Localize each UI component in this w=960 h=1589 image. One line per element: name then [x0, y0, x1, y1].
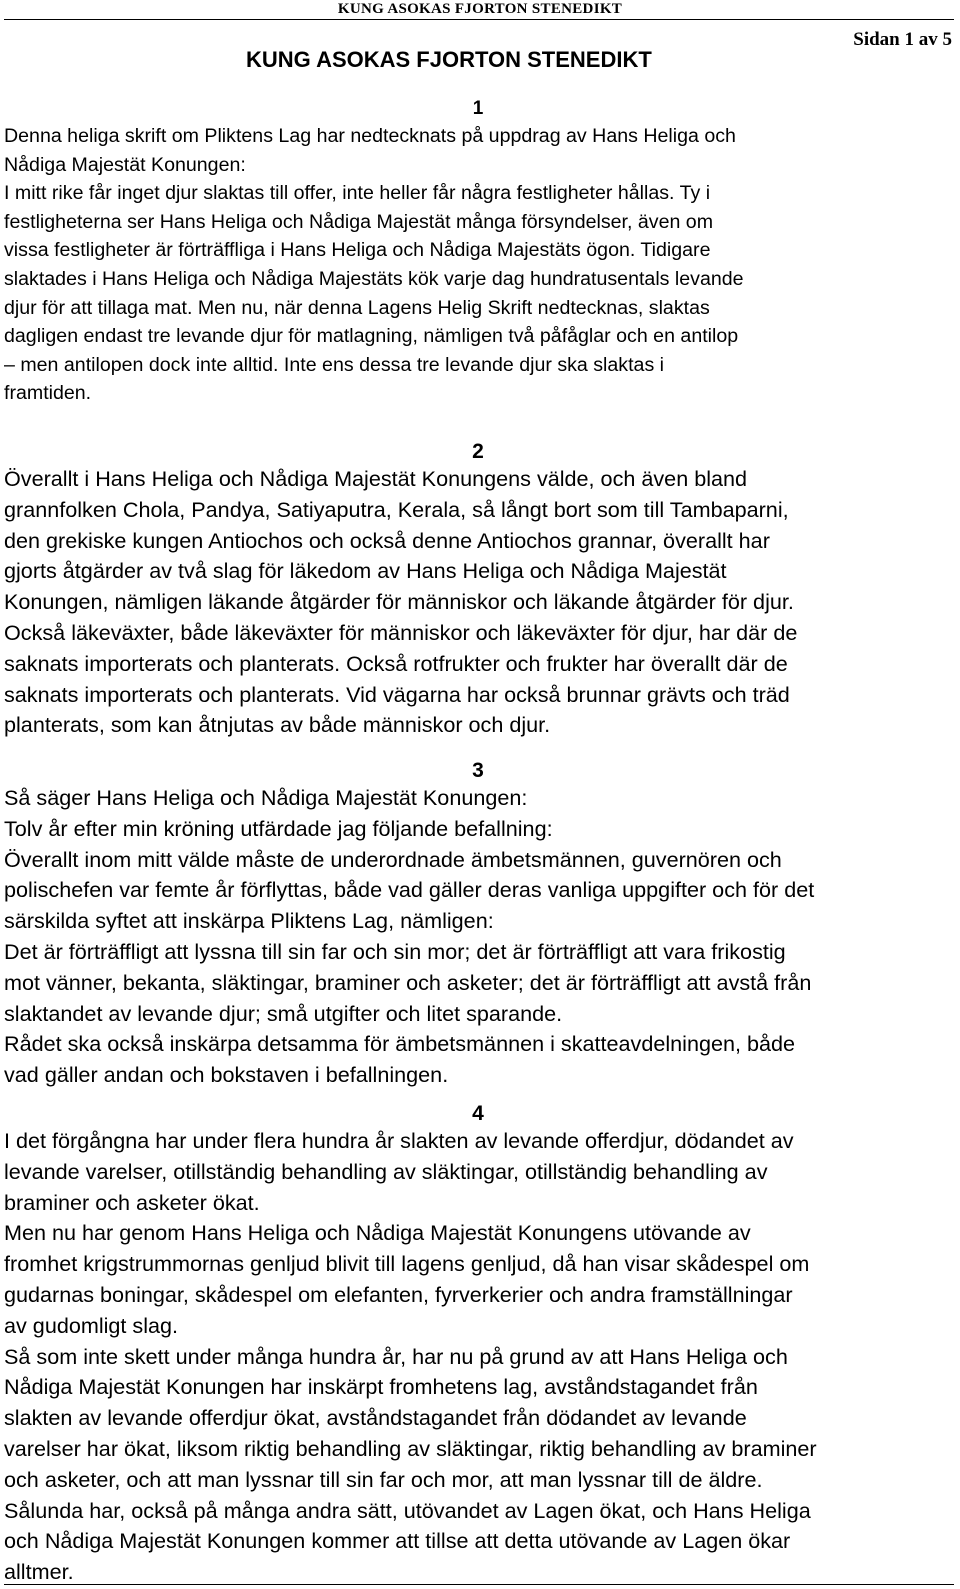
- text-line: varelser har ökat, liksom riktig behandling av släktingar, riktig behandling av braminer: [4, 1435, 817, 1461]
- text-line: av gudomligt slag.: [4, 1312, 179, 1338]
- text-line: framtiden.: [4, 382, 92, 405]
- section-3: [4, 759, 952, 1091]
- text-line: djur för att tillaga mat. Men nu, när denna Lagens Helig Skrift nedtecknas, slaktas: [4, 296, 710, 319]
- text-line: Nådiga Majestät Konungen:: [4, 153, 246, 176]
- page-indicator: Sidan 1 av 5: [853, 29, 952, 50]
- text-line: och Nådiga Majestät Konungen kommer att tillse att detta utövande av Lagen ökar: [4, 1528, 791, 1554]
- section-body: [4, 464, 952, 741]
- text-line: festligheterna ser Hans Heliga och Nådiga Majestät många försyndelser, även om: [4, 210, 714, 233]
- section-1: [4, 96, 952, 408]
- text-line: slakten av levande offerdjur ökat, avståndstagandet från dödandet av levande: [4, 1405, 747, 1431]
- text-line: Tolv år efter min kröning utfärdade jag följande befallning:: [4, 815, 553, 841]
- text-line: slaktades i Hans Heliga och Nådiga Majestäts kök varje dag hundratusentals levande: [4, 267, 744, 290]
- footer-rule: [4, 1584, 954, 1585]
- section-4: [4, 1102, 952, 1588]
- text-line: gudarnas boningar, skådespel om elefanten, fyrverkerier och andra framställningar: [4, 1281, 793, 1307]
- text-line: den grekiske kungen Antiochos och också denne Antiochos grannar, överallt har: [4, 527, 770, 553]
- text-line: alltmer.: [4, 1559, 74, 1585]
- text-line: grannfolken Chola, Pandya, Satiyaputra, Kerala, så långt bort som till Tambaparni,: [4, 496, 789, 522]
- section-number: 3: [472, 759, 484, 782]
- text-line: planterats, som kan åtnjutas av både människor och djur.: [4, 712, 551, 738]
- text-line: – men antilopen dock inte alltid. Inte ens dessa tre levande djur ska slaktas i: [4, 353, 665, 376]
- header-rule: [4, 19, 954, 20]
- text-line: Nådiga Majestät Konungen har inskärpt fromhetens lag, avståndstagandet från: [4, 1374, 758, 1400]
- text-line: Konungen, nämligen läkande åtgärder för människor och läkande åtgärder för djur.: [4, 589, 794, 615]
- text-line: Sålunda har, också på många andra sätt, utövandet av Lagen ökat, och Hans Heliga: [4, 1497, 811, 1523]
- text-line: saknats importerats och planterats. Vid vägarna har också brunnar grävts och träd: [4, 681, 790, 707]
- text-line: vissa festligheter är förträffliga i Hans Heliga och Nådiga Majestäts ögon. Tidigare: [4, 239, 711, 262]
- text-line: Denna heliga skrift om Pliktens Lag har nedtecknats på uppdrag av Hans Heliga och: [4, 125, 736, 147]
- text-line: saknats importerats och planterats. Också rotfrukter och frukter har överallt där de: [4, 650, 788, 676]
- text-line: mot vänner, bekanta, släktingar, braminer och asketer; det är förträffligt att avstå från: [4, 969, 812, 995]
- text-line: vad gäller andan och bokstaven i befallningen.: [4, 1062, 449, 1088]
- section-number: 1: [472, 98, 484, 119]
- text-line: Så säger Hans Heliga och Nådiga Majestät Konungen:: [4, 785, 528, 810]
- text-line: Också läkeväxter, både läkeväxter för människor och läkeväxter för djur, har där de: [4, 619, 798, 645]
- text-line: Rådet ska också inskärpa detsamma för ämbetsmännen i skatteavdelningen, både: [4, 1031, 796, 1057]
- section-body: [4, 1126, 952, 1588]
- text-line: I det förgångna har under flera hundra år slakten av levande offerdjur, dödandet av: [4, 1128, 794, 1153]
- section-body: [4, 122, 952, 408]
- section-number: 4: [472, 1102, 484, 1125]
- text-line: Överallt i Hans Heliga och Nådiga Majestät Konungens välde, och även bland: [4, 466, 748, 491]
- document-title: KUNG ASOKAS FJORTON STENEDIKT: [246, 47, 652, 72]
- text-line: Så som inte skett under många hundra år, har nu på grund av att Hans Heliga och: [4, 1343, 788, 1369]
- text-line: fromhet krigstrummornas genljud blivit till lagens genljud, då han visar skådespel om: [4, 1251, 810, 1277]
- text-line: Men nu har genom Hans Heliga och Nådiga Majestät Konungens utövande av: [4, 1220, 751, 1246]
- text-line: dagligen endast tre levande djur för matlagning, nämligen två påfåglar och en antilop: [4, 325, 739, 348]
- text-line: polischefen var femte år förflyttas, både vad gäller deras vanliga uppgifter och för det: [4, 877, 815, 903]
- text-line: och asketer, och att man lyssnar till sin far och mor, att man lyssnar till de äldre.: [4, 1466, 763, 1492]
- text-line: Det är förträffligt att lyssna till sin far och sin mor; det är förträffligt att vara frikostig: [4, 938, 786, 964]
- text-line: slaktandet av levande djur; små utgifter och litet sparande.: [4, 1000, 563, 1026]
- text-line: Överallt inom mitt välde måste de underordnade ämbetsmännen, guvernören och: [4, 846, 782, 872]
- section-body: [4, 783, 952, 1091]
- text-line: särskilda syftet att inskärpa Pliktens Lag, nämligen:: [4, 908, 494, 934]
- running-header: KUNG ASOKAS FJORTON STENEDIKT: [337, 1, 623, 17]
- section-2: [4, 440, 952, 741]
- section-number: 2: [472, 440, 484, 463]
- text-line: I mitt rike får inget djur slaktas till offer, inte heller får några festligheter hållas. Ty i: [4, 182, 711, 205]
- text-line: levande varelser, otillständig behandling av släktingar, otillständig behandling av: [4, 1158, 768, 1184]
- text-line: gjorts åtgärder av två slag för läkedom av Hans Heliga och Nådiga Majestät: [4, 558, 727, 584]
- text-line: braminer och asketer ökat.: [4, 1189, 260, 1215]
